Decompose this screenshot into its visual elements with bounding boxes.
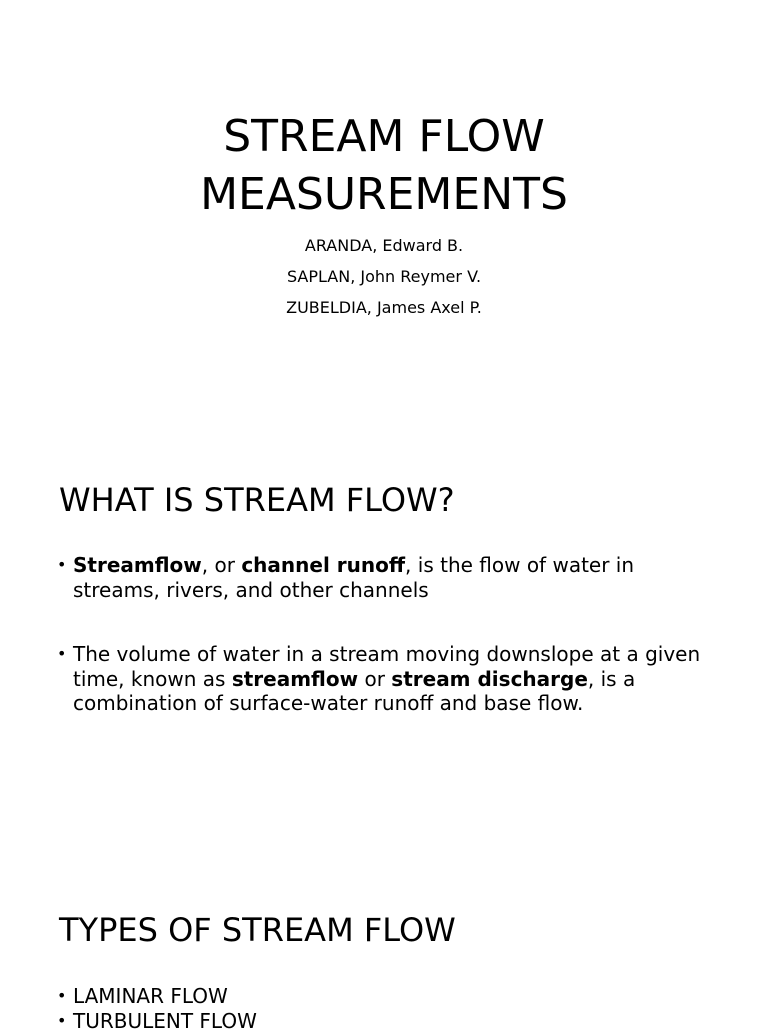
bold-term: streamflow <box>232 667 358 691</box>
bullet-item <box>57 553 717 602</box>
bullet-text: , is the flow of water in streams, rivers, and other channels <box>73 553 634 602</box>
bullet-item <box>57 984 717 1009</box>
bullet-dot: • <box>57 553 66 578</box>
definition-slide <box>0 430 768 860</box>
presentation-title <box>0 108 768 224</box>
author-name: ARANDA, Edward B. <box>0 230 768 261</box>
types-slide <box>0 860 768 1024</box>
bullet-dot: • <box>57 1009 66 1033</box>
bullet-list <box>57 984 717 1033</box>
bullet-item <box>57 642 717 716</box>
bullet-text: TURBULENT FLOW <box>73 1009 257 1033</box>
author-name: SAPLAN, John Reymer V. <box>0 261 768 292</box>
bullet-text: or <box>358 667 391 691</box>
bullet-item <box>57 1009 717 1033</box>
bullet-text: LAMINAR FLOW <box>73 984 228 1008</box>
bullet-text: , is a combination of surface-water runoff and base flow. <box>73 667 635 716</box>
bullet-text: , or <box>202 553 242 577</box>
bold-term: channel runoff <box>241 553 405 577</box>
title-slide <box>0 0 768 430</box>
author-list <box>0 230 768 323</box>
bold-term: Streamflow <box>73 553 202 577</box>
title-line-1: STREAM FLOW <box>223 111 545 162</box>
bullet-dot: • <box>57 642 66 667</box>
slide-heading: WHAT IS STREAM FLOW? <box>59 480 455 520</box>
bold-term: stream discharge <box>391 667 588 691</box>
slide-heading: TYPES OF STREAM FLOW <box>59 910 456 950</box>
bullet-list <box>57 553 717 716</box>
bullet-text: The volume of water in a stream moving downslope at a given time, known as <box>73 642 700 691</box>
bullet-dot: • <box>57 984 66 1009</box>
author-name: ZUBELDIA, James Axel P. <box>0 292 768 323</box>
title-line-2: MEASUREMENTS <box>200 169 568 220</box>
